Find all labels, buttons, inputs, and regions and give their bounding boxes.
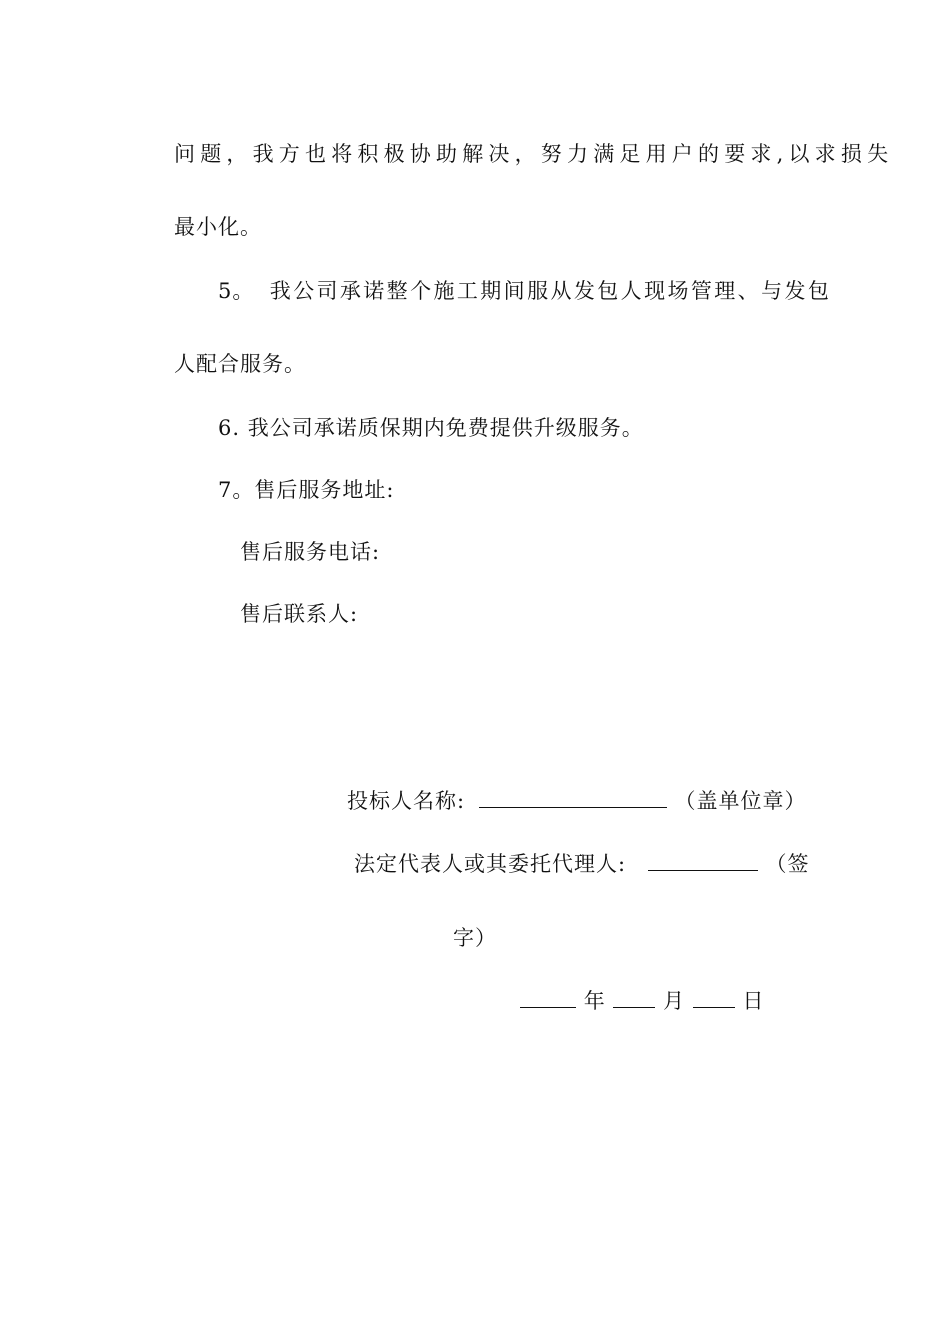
year-blank[interactable] xyxy=(520,987,576,1008)
date-line xyxy=(520,987,764,1015)
service-phone-label: 售后服务电话: xyxy=(240,540,381,564)
representative-label: 法定代表人或其委托代理人: xyxy=(354,852,627,876)
paragraph-tail-line-2 xyxy=(174,213,262,241)
item-6-text: 6. 我公司承诺质保期内免费提供升级服务。 xyxy=(218,416,644,440)
bidder-name-blank[interactable] xyxy=(479,787,667,808)
item-5-line-2 xyxy=(174,350,306,378)
month-label: 月 xyxy=(663,989,686,1013)
year-label: 年 xyxy=(583,989,606,1013)
item-5-number: 5。 xyxy=(218,279,255,303)
representative-sign-note-2: 字） xyxy=(453,926,497,950)
representative-line-2 xyxy=(453,924,497,952)
service-contact-label: 售后联系人: xyxy=(240,602,359,626)
paragraph-tail-line-1 xyxy=(174,140,894,168)
paragraph-tail-text-1: 问题，我方也将积极协助解决，努力满足用户的要求,以求损失 xyxy=(174,142,894,166)
day-label: 日 xyxy=(742,989,765,1013)
bidder-seal-note: （盖单位章） xyxy=(674,789,807,813)
service-contact-line xyxy=(240,600,358,628)
representative-blank[interactable] xyxy=(648,850,758,871)
item-5-text-1: 我公司承诺整个施工期间服从发包人现场管理、与发包 xyxy=(269,279,832,303)
representative-line xyxy=(354,850,809,878)
day-blank[interactable] xyxy=(693,987,735,1008)
item-5-line-1 xyxy=(218,277,832,305)
bidder-name-line xyxy=(347,787,806,815)
paragraph-tail-text-2: 最小化。 xyxy=(174,215,262,239)
month-blank[interactable] xyxy=(613,987,655,1008)
item-7-address-line xyxy=(218,476,394,504)
service-phone-line xyxy=(240,538,380,566)
service-address-label: 7。售后服务地址: xyxy=(218,478,395,502)
item-6-line xyxy=(218,414,644,442)
item-5-text-2: 人配合服务。 xyxy=(174,352,306,376)
representative-sign-note-1: （签 xyxy=(765,852,810,876)
bidder-name-label: 投标人名称: xyxy=(347,789,466,813)
